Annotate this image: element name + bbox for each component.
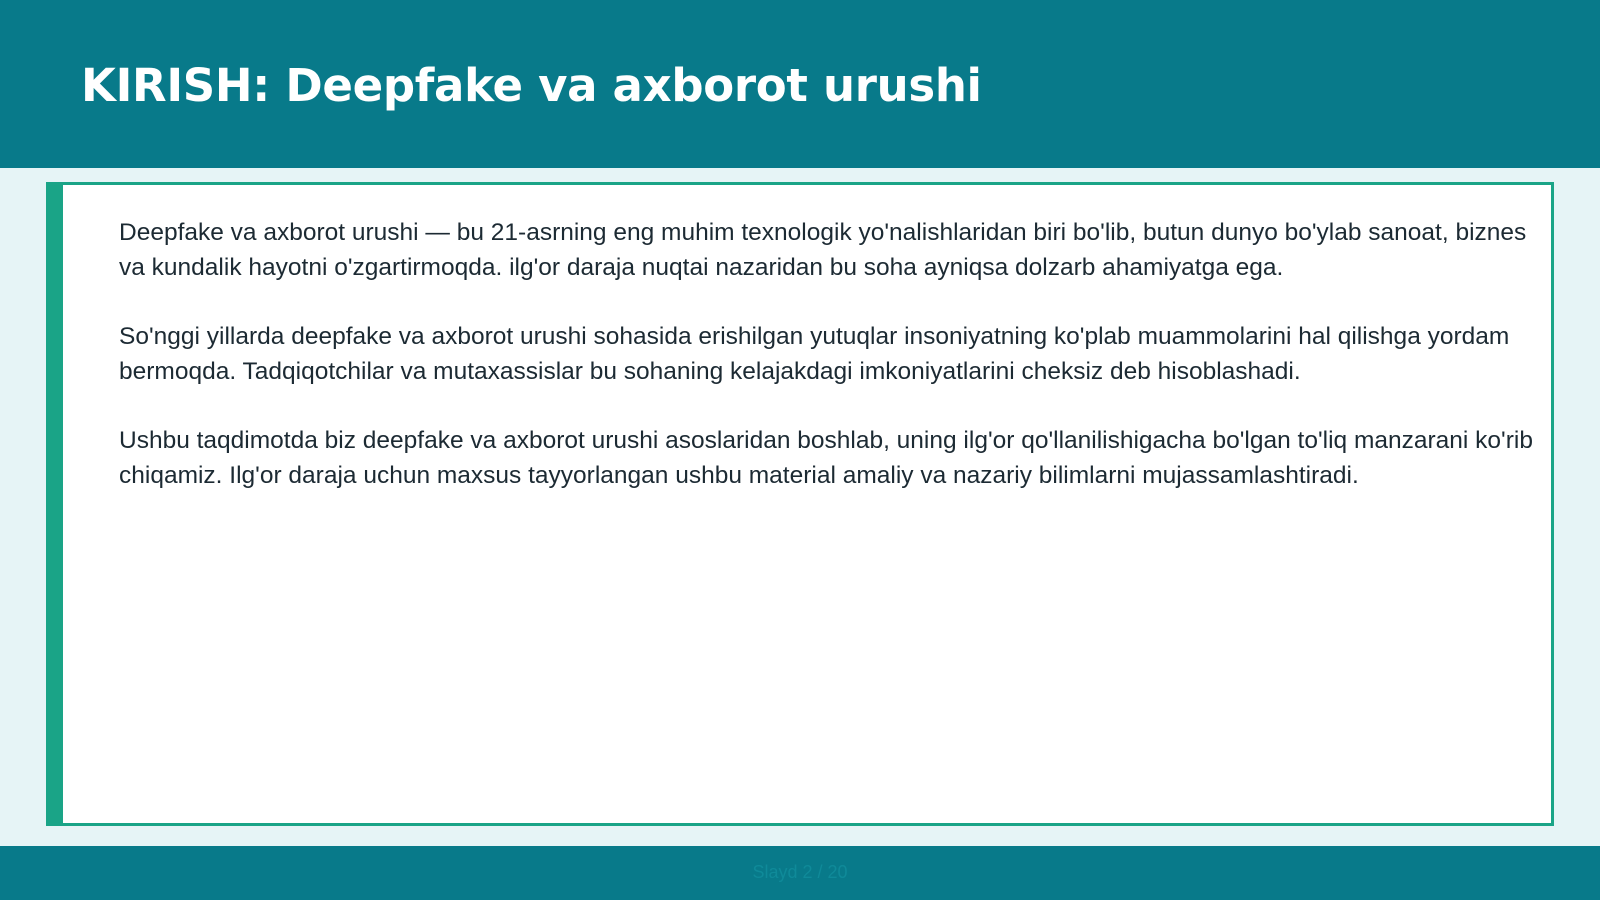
content-card xyxy=(46,182,1554,826)
slide-number: Slayd 2 / 20 xyxy=(752,862,848,882)
slide-title: KIRISH: Deepfake va axborot urushi xyxy=(81,59,982,112)
slide-header xyxy=(0,0,1600,168)
slide-footer xyxy=(0,846,1600,900)
paragraph-3: Ushbu taqdimotda biz deepfake va axborot urushi asoslaridan boshlab, uning ilg'or qo'llanilishigacha bo'lgan to'liq manzarani ko'rib chiqamiz. Ilg'or daraja uchun maxsus tayyorlangan ushbu material amaliy va nazariy bilimlarni mujassamlashtiradi. xyxy=(119,427,1533,489)
content-text xyxy=(119,215,1539,527)
paragraph-2: So'nggi yillarda deepfake va axborot urushi sohasida erishilgan yutuqlar insoniyatning ko'plab muammolarini hal qilishga yordam bermoqda. Tadqiqotchilar va mutaxassislar bu sohaning kelajakdagi imkoniyatlarini cheksiz deb hisoblashadi. xyxy=(119,323,1510,385)
paragraph-1: Deepfake va axborot urushi — bu 21-asrning eng muhim texnologik yo'nalishlaridan biri bo'lib, butun dunyo bo'ylab sanoat, biznes va kundalik hayotni o'zgartirmoqda. ilg'or daraja nuqtai nazaridan bu soha ayniqsa dolzarb ahamiyatga ega. xyxy=(119,219,1527,281)
